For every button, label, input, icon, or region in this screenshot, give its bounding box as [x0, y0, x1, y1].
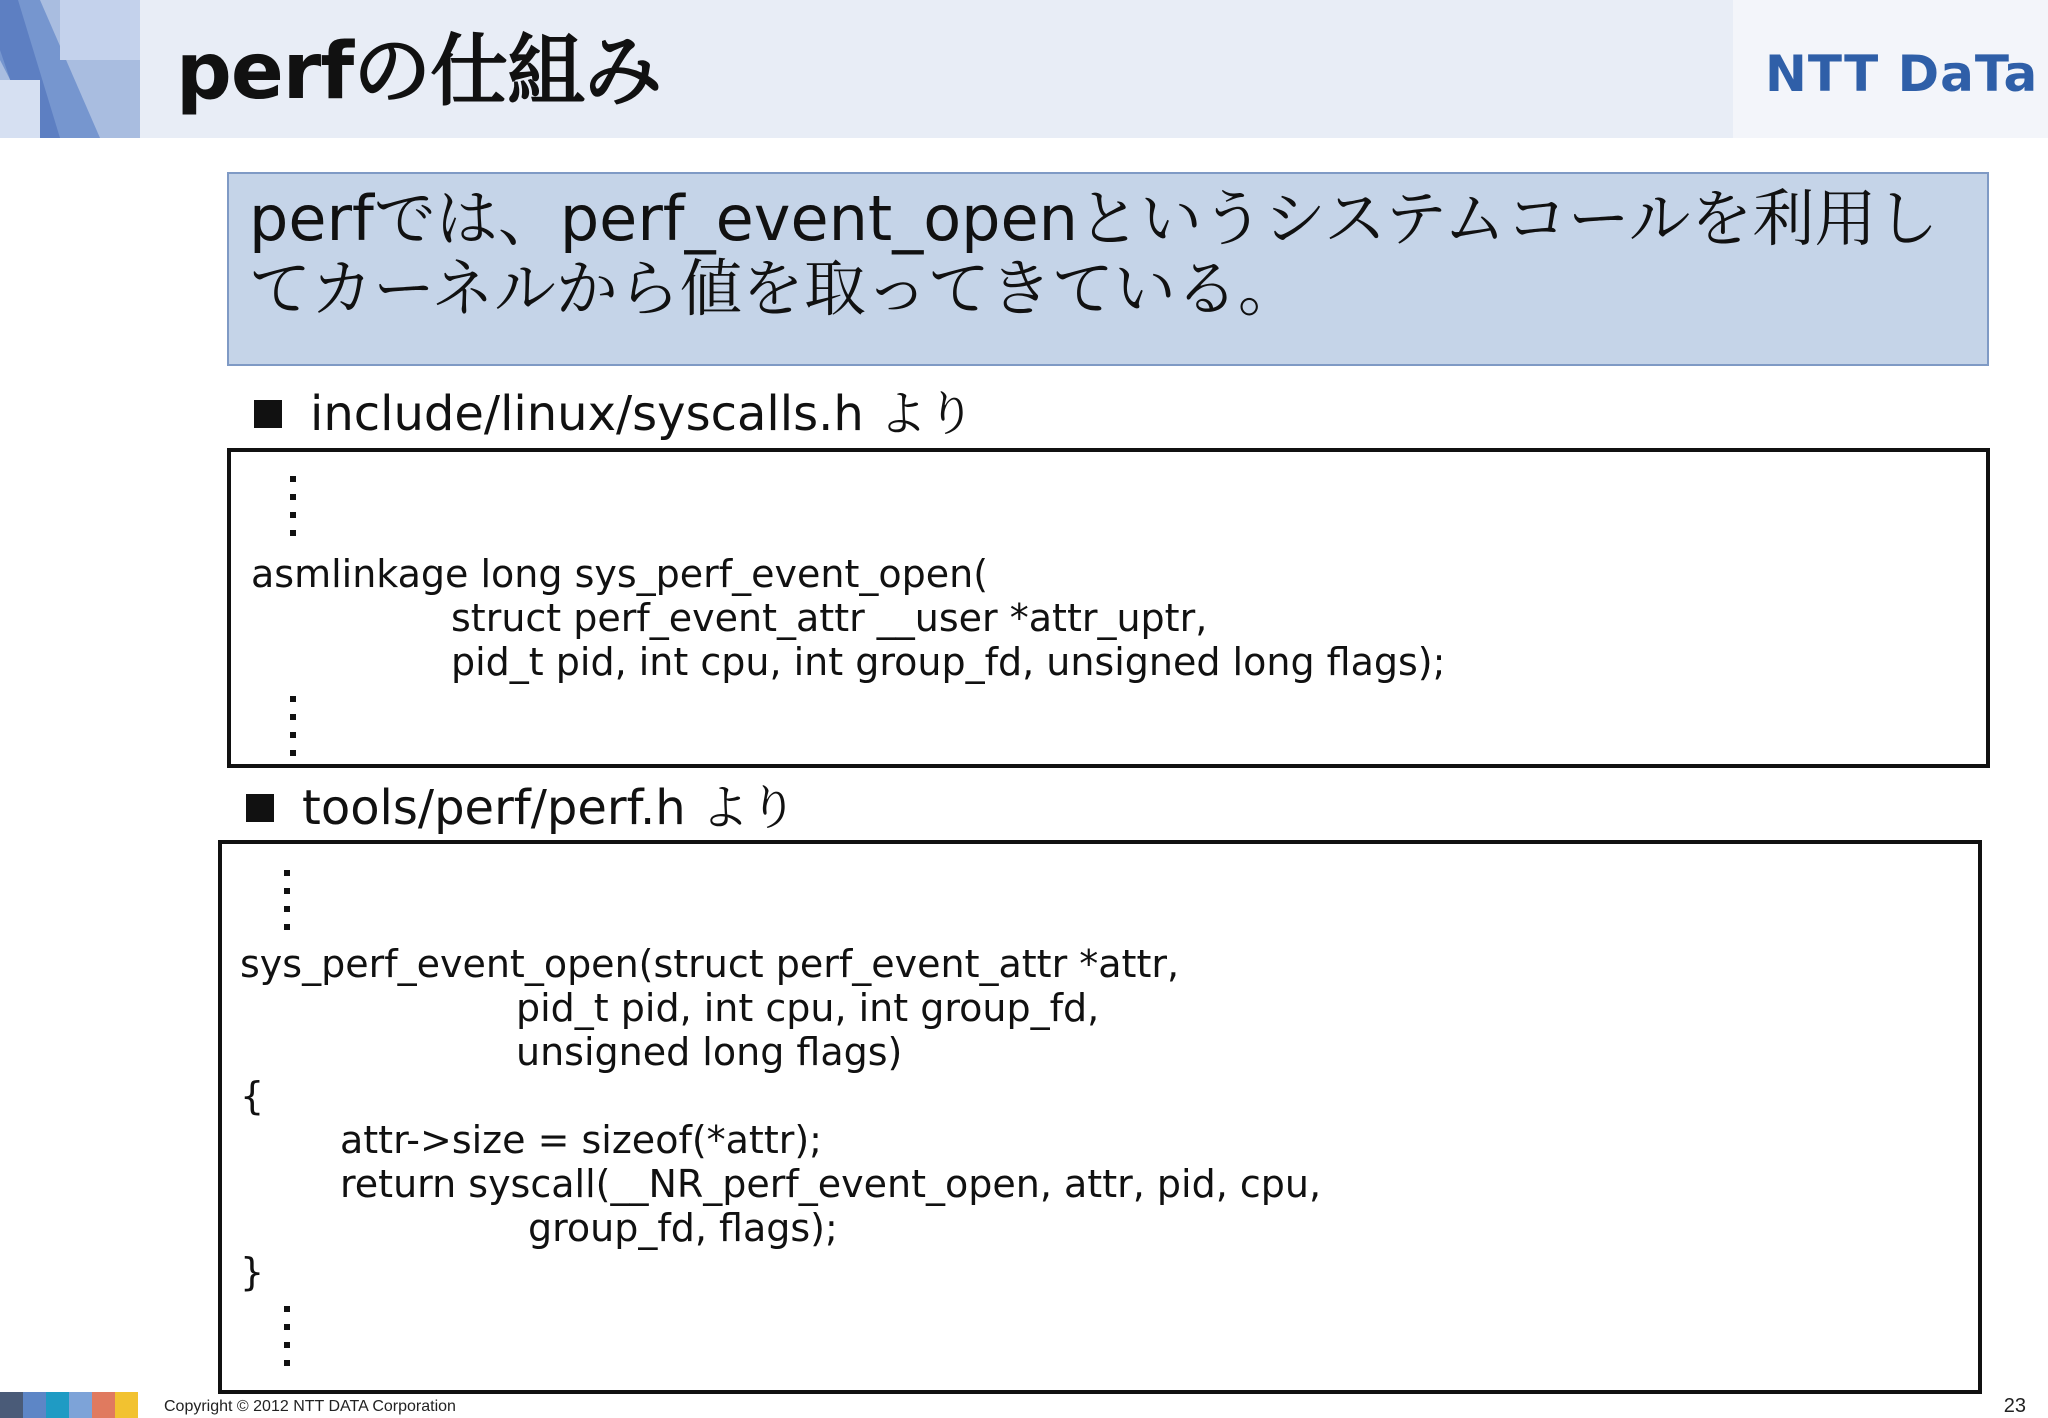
square-bullet-icon: [254, 400, 282, 428]
stripe-segment: [69, 1392, 92, 1418]
code-line: return syscall(__NR_perf_event_open, attr, pid, cpu,: [340, 1162, 1322, 1206]
section-heading-text: tools/perf/perf.h より: [302, 780, 797, 836]
square-bullet-icon: [246, 794, 274, 822]
summary-line: てカーネルから値を取ってきている。: [249, 252, 1300, 325]
stripe-segment: [115, 1392, 138, 1418]
code-line: asmlinkage long sys_perf_event_open(: [251, 552, 989, 596]
stripe-segment: [46, 1392, 69, 1418]
code-line: unsigned long flags): [516, 1030, 903, 1074]
corner-decoration: [0, 0, 140, 138]
footer-color-stripe: [0, 1392, 140, 1418]
code-line: }: [240, 1250, 265, 1294]
ellipsis-dots: [284, 870, 290, 942]
code-line: sys_perf_event_open(struct perf_event_attr *attr,: [240, 942, 1180, 986]
section-heading-text: include/linux/syscalls.h より: [310, 386, 976, 442]
ntt-data-logo: NTT DaTa: [1765, 45, 2039, 103]
copyright-text: Copyright © 2012 NTT DATA Corporation: [164, 1398, 456, 1415]
code-line: pid_t pid, int cpu, int group_fd,: [516, 986, 1100, 1030]
code-line: struct perf_event_attr __user *attr_uptr,: [451, 596, 1208, 640]
stripe-segment: [23, 1392, 46, 1418]
page-number: 23: [2003, 1395, 2026, 1417]
ellipsis-dots: [290, 476, 296, 548]
stripe-segment: [0, 1392, 23, 1418]
code-line: pid_t pid, int cpu, int group_fd, unsigned long flags);: [451, 640, 1446, 684]
section-heading-perf: [246, 780, 797, 836]
slide-header: [0, 0, 2048, 138]
stripe-segment: [92, 1392, 115, 1418]
section-heading-syscalls: [254, 386, 975, 442]
code-box-perf: [218, 840, 1982, 1394]
code-line: {: [240, 1074, 265, 1118]
ellipsis-dots: [290, 696, 296, 768]
summary-box: [227, 172, 1989, 366]
summary-line: perfでは、perf_event_openというシステムコールを利用し: [249, 182, 1939, 255]
code-box-syscalls: [227, 448, 1990, 768]
slide-title: perfの仕組み: [176, 27, 662, 117]
ellipsis-dots: [284, 1306, 290, 1378]
code-line: group_fd, flags);: [528, 1206, 838, 1250]
code-line: attr->size = sizeof(*attr);: [340, 1118, 822, 1162]
